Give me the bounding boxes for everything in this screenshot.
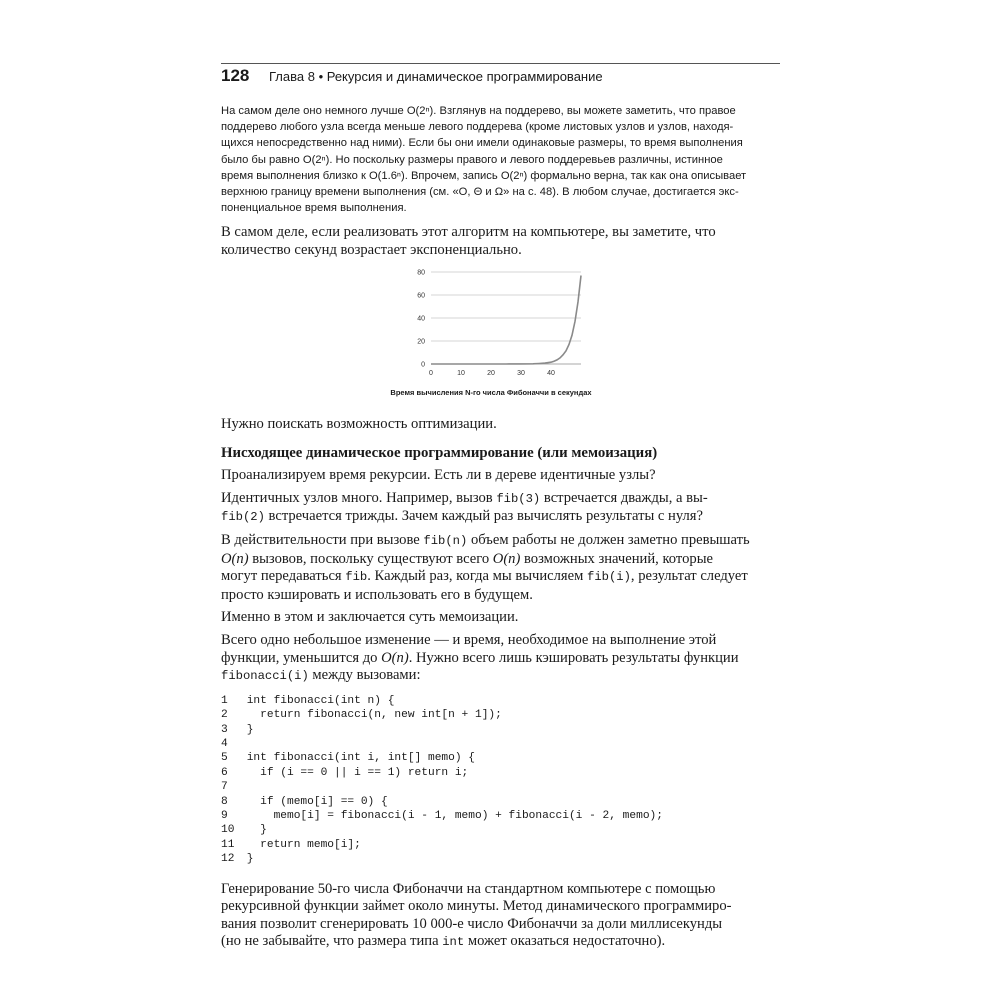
paragraph-conclusion (221, 881, 780, 952)
y-tick-label: 60 (417, 292, 425, 300)
inline-code: int (442, 935, 465, 950)
text-run: (но не забывайте, что размера типа (221, 933, 443, 950)
text-run: просто кэшировать и использовать его в будущем. (221, 586, 533, 603)
book-page (221, 60, 780, 952)
text-run: Идентичных узлов много. Например, вызов (221, 489, 497, 506)
code-text: } (240, 824, 267, 837)
text-line: количество секунд возрастает экспоненциально. (221, 242, 522, 259)
inline-code: fib (345, 570, 368, 585)
inline-code: fib(3) (496, 491, 541, 506)
code-line (221, 723, 780, 737)
paragraph-memoization-essence: Именно в этом и заключается суть мемоизации. (221, 609, 519, 626)
code-text: } (240, 723, 254, 736)
text-line: В самом деле, если реализовать этот алгоритм на компьютере, вы заметите, что (221, 224, 716, 241)
note-line: было бы равно O(2ⁿ). Но поскольку размеры правого и левого поддеревьев различны, истинное (221, 153, 723, 166)
code-text: return fibonacci(n, new int[n + 1]); (240, 709, 502, 722)
text-run: , результат следует (630, 568, 748, 585)
page-number: 128 (221, 66, 250, 85)
text-line: Генерирование 50-го числа Фибоначчи на стандартном компьютере с помощью (221, 880, 716, 897)
header-rule (221, 63, 780, 64)
paragraph-memo-idea (221, 532, 780, 604)
code-text: int fibonacci(int i, int[] memo) { (240, 752, 475, 765)
x-tick-label: 40 (547, 369, 555, 377)
x-tick-label: 30 (517, 369, 525, 377)
text-run: может оказаться недостаточно). (464, 933, 666, 950)
line-number: 4 (221, 737, 228, 750)
text-run: . Нужно всего лишь кэшировать результаты функции (408, 649, 739, 666)
line-number: 7 (221, 781, 228, 794)
chapter-title: Глава 8 • Рекурсия и динамическое программирование (269, 69, 603, 84)
code-line (221, 766, 780, 780)
chart-caption: Время вычисления N-го числа Фибоначчи в секундах (390, 387, 592, 397)
line-number: 2 (221, 709, 228, 722)
code-line (221, 852, 780, 866)
line-number: 8 (221, 795, 228, 808)
paragraph-small-change (221, 632, 780, 686)
text-run: вызовов, поскольку существуют всего (248, 550, 493, 567)
line-number: 5 (221, 752, 228, 765)
line-number: 1 (221, 694, 228, 707)
inline-code: fibonacci(i) (221, 669, 309, 684)
text-run: встречается трижды. Зачем каждый раз вычислять результаты с нуля? (264, 508, 703, 525)
section-title: Нисходящее динамическое программирование (или мемоизация) (221, 445, 658, 462)
code-line (221, 737, 780, 751)
x-tick-label: 0 (429, 369, 433, 377)
code-text: if (i == 0 || i == 1) return i; (240, 766, 469, 779)
note-line: На самом деле оно немного лучше O(2ⁿ). Взглянув на поддерево, вы можете заметить, что правое (221, 105, 736, 117)
code-text: memo[i] = fibonacci(i - 1, memo) + fibonacci(i - 2, memo); (240, 809, 663, 822)
note-line: щихся непосредственно над ними). Если бы они имели одинаковые размеры, то время выполнения (221, 137, 743, 150)
code-line (221, 694, 780, 708)
paragraph-many-nodes (221, 490, 780, 527)
paragraph-identical-nodes: Проанализируем время рекурсии. Есть ли в дереве идентичные узлы? (221, 467, 656, 484)
text-line: вания позволит сгенерировать 10 000-е число Фибоначчи за доли миллисекунды (221, 915, 723, 932)
text-run: могут передаваться (221, 568, 346, 585)
code-line (221, 708, 780, 722)
paragraph-optimization: Нужно поискать возможность оптимизации. (221, 415, 497, 432)
inline-code: fib(n) (423, 533, 468, 548)
y-tick-label: 40 (417, 315, 425, 323)
text-run: функции, уменьшится до (221, 649, 382, 666)
code-line (221, 780, 780, 794)
x-tick-label: 20 (487, 369, 495, 377)
text-line: рекурсивной функции займет около минуты. Метод динамического программиро- (221, 898, 732, 915)
note-line: верхнюю границу времени выполнения (см. «O, Θ и Ω» на с. 48). В любом случае, достигается экс- (221, 186, 739, 199)
text-run: . Каждый раз, когда мы вычисляем (367, 568, 587, 585)
text-run: Всего одно небольшое изменение — и время, необходимое на выполнение этой (221, 631, 717, 648)
code-text: if (memo[i] == 0) { (240, 795, 388, 808)
y-tick-label: 0 (421, 361, 425, 369)
inline-code: fib(i) (587, 570, 631, 585)
series-line (431, 275, 581, 364)
text-run: возможных значений, которые (520, 550, 713, 567)
code-line (221, 751, 780, 765)
line-number: 6 (221, 766, 228, 779)
text-run: встречается дважды, а вы- (540, 489, 708, 506)
math-expression: O(n) (221, 550, 249, 567)
y-tick-label: 80 (417, 269, 425, 277)
x-tick-label: 10 (457, 369, 465, 377)
paragraph-exponential (221, 224, 780, 259)
text-run: В действительности при вызове (221, 531, 424, 548)
note-line: поддерево любого узла всегда меньше левого поддерева (кроме листовых узлов и узлов, находя- (221, 121, 734, 134)
code-line (221, 823, 780, 837)
fibonacci-time-chart (361, 264, 621, 404)
code-text: return memo[i]; (240, 838, 361, 851)
note-line: поненциальное время выполнения. (221, 202, 407, 215)
inline-code: fib(2) (221, 510, 265, 525)
math-expression: O(n) (492, 550, 521, 567)
code-line (221, 838, 780, 852)
line-number: 9 (221, 809, 228, 822)
line-number: 12 (221, 853, 235, 866)
page-header (221, 60, 780, 90)
text-run: между вызовами: (308, 667, 421, 684)
code-text: int fibonacci(int n) { (240, 694, 395, 707)
chart-svg (361, 264, 621, 386)
code-line (221, 795, 780, 809)
y-tick-label: 20 (417, 338, 425, 346)
sidebar-note (221, 103, 780, 216)
line-number: 10 (221, 824, 235, 837)
code-text: } (240, 853, 254, 866)
text-run: объем работы не должен заметно превышать (467, 531, 750, 548)
math-expression: O(n) (381, 649, 409, 666)
code-listing (221, 694, 780, 867)
line-number: 3 (221, 723, 228, 736)
line-number: 11 (221, 838, 235, 851)
code-line (221, 809, 780, 823)
note-line: время выполнения близко к O(1.6ⁿ). Впрочем, запись O(2ⁿ) формально верна, так как она описывает (221, 169, 747, 182)
